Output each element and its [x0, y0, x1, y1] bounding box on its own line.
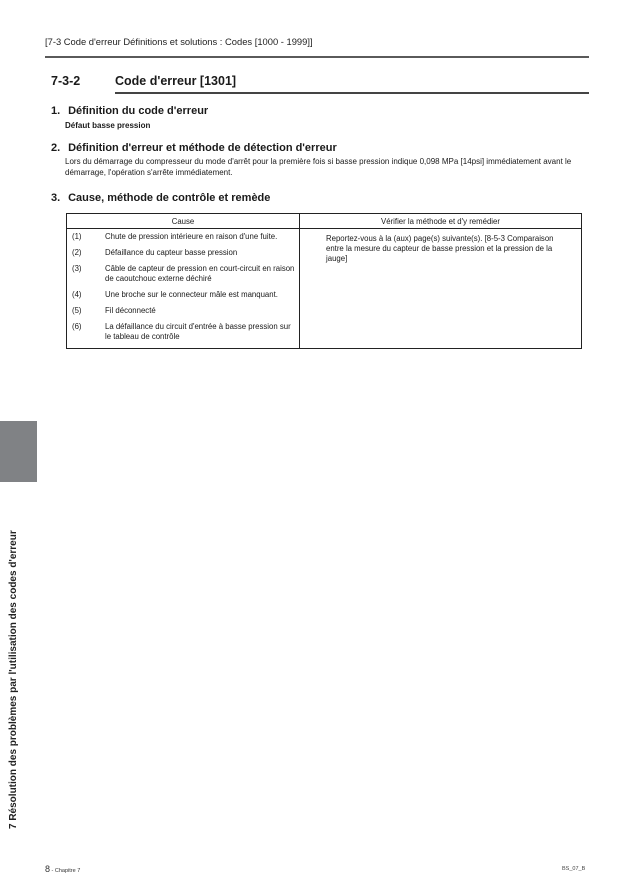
cause-item — [67, 322, 299, 342]
section-number: 7-3-2 — [51, 74, 81, 88]
cause-number: (4) — [72, 290, 82, 299]
section-title-underline — [115, 92, 589, 94]
item-2-heading — [51, 142, 337, 154]
cause-number: (5) — [72, 306, 82, 315]
item-2-number: 2. — [51, 142, 61, 154]
cause-item — [67, 264, 299, 284]
item-3-title: Cause, méthode de contrôle et remède — [68, 192, 271, 204]
item-1-subtitle: Défaut basse pression — [65, 121, 151, 130]
causes-cell — [67, 229, 300, 349]
column-header-remedy: Vérifier la méthode et d'y remédier — [300, 214, 582, 229]
item-3-heading — [51, 192, 270, 204]
cause-text: Câble de capteur de pression en court-circuit en raison de caoutchouc externe déchiré — [105, 264, 295, 283]
cause-number: (6) — [72, 322, 82, 331]
remedy-cell: Reportez-vous à la (aux) page(s) suivante(s). [8-5-3 Comparaison entre la mesure du capteur de basse pression et la pression de la jauge] — [300, 229, 582, 349]
cause-text: Défaillance du capteur basse pression — [105, 248, 238, 257]
footer-chapter: - Chapitre 7 — [50, 868, 81, 874]
cause-item — [67, 306, 299, 316]
table-header-row — [67, 214, 582, 229]
breadcrumb: [7-3 Code d'erreur Définitions et solutions : Codes [1000 - 1999]] — [45, 36, 313, 47]
item-1-title: Définition du code d'erreur — [68, 105, 209, 117]
column-header-cause: Cause — [67, 214, 300, 229]
item-3-number: 3. — [51, 192, 61, 204]
cause-text: Fil déconnecté — [105, 306, 156, 315]
header-divider — [45, 56, 589, 58]
item-1-heading — [51, 105, 208, 117]
cause-text: Une broche sur le connecteur mâle est manquant. — [105, 290, 278, 299]
cause-item — [67, 232, 299, 242]
item-1-number: 1. — [51, 105, 61, 117]
cause-text: Chute de pression intérieure en raison d'une fuite. — [105, 232, 278, 241]
cause-item — [67, 290, 299, 300]
item-2-body: Lors du démarrage du compresseur du mode d'arrêt pour la première fois si basse pression indique 0,098 MPa [14psi] immédiatement avant le démarrage, l'opération s'arrête immédiatement. — [65, 157, 572, 177]
cause-number: (2) — [72, 248, 82, 257]
section-title: Code d'erreur [1301] — [115, 74, 237, 88]
chapter-tab-marker — [0, 421, 37, 482]
page-number: 8 — [45, 864, 51, 874]
table-row — [67, 229, 582, 349]
cause-item — [67, 248, 299, 258]
footer-page-info — [45, 864, 80, 874]
cause-number: (3) — [72, 264, 82, 273]
cause-number: (1) — [72, 232, 82, 241]
document-code: BS_07_B — [562, 866, 586, 872]
cause-text: La défaillance du circuit d'entrée à basse pression sur le tableau de contrôle — [105, 322, 291, 341]
item-2-title: Définition d'erreur et méthode de détection d'erreur — [68, 142, 337, 154]
chapter-side-label: 7 Résolution des problèmes par l'utilisation des codes d'erreur — [8, 530, 19, 829]
cause-remedy-table — [66, 213, 582, 349]
